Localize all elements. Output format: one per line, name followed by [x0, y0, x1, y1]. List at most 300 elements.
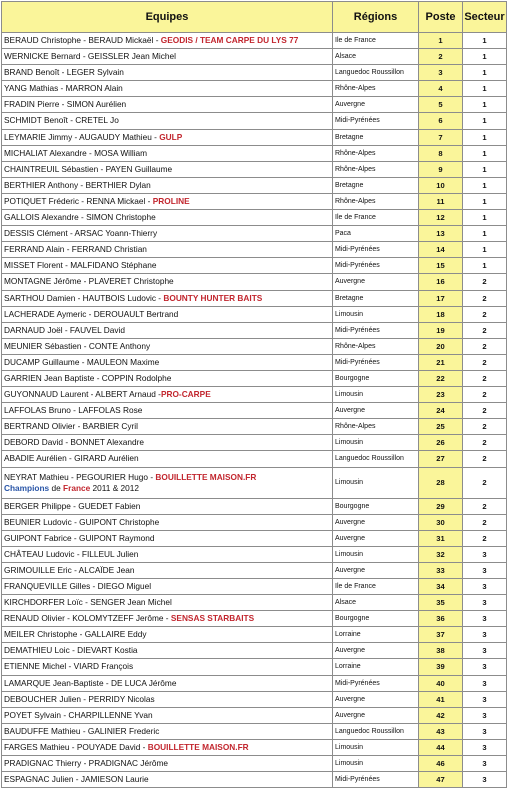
region-cell: Alsace	[333, 49, 419, 65]
team-cell	[2, 756, 333, 772]
team-sponsor: PRO-CARPE	[160, 389, 211, 400]
team-names: GRIMOUILLE Eric - ALCAÏDE Jean	[4, 564, 135, 575]
poste-cell: 13	[419, 226, 463, 242]
region-cell: Bourgogne	[333, 370, 419, 386]
team-names: FERRAND Alain - FERRAND Christian	[4, 244, 147, 255]
secteur-cell: 3	[463, 675, 507, 691]
header-poste: Poste	[419, 2, 463, 33]
secteur-cell: 3	[463, 546, 507, 562]
note-part: 2011 & 2012	[90, 482, 139, 493]
team-names: MISSET Florent - MALFIDANO Stéphane	[4, 260, 157, 271]
team-line	[4, 531, 332, 546]
team-line	[4, 33, 332, 48]
team-line	[4, 451, 332, 466]
region-cell: Lorraine	[333, 659, 419, 675]
table-row	[2, 562, 507, 578]
team-line	[4, 307, 332, 322]
team-names: LACHERADE Aymeric - DEROUAULT Bertrand	[4, 308, 179, 319]
team-names: BAUDUFFE Mathieu - GALINIER Frederic	[4, 725, 160, 736]
secteur-cell: 3	[463, 611, 507, 627]
team-cell	[2, 97, 333, 113]
table-row	[2, 723, 507, 739]
team-cell	[2, 290, 333, 306]
team-names: GARRIEN Jean Baptiste - COPPIN Rodolphe	[4, 372, 172, 383]
team-cell	[2, 498, 333, 514]
poste-cell: 21	[419, 354, 463, 370]
header-row	[2, 2, 507, 33]
team-cell	[2, 419, 333, 435]
team-names: POYET Sylvain - CHARPILLENNE Yvan	[4, 709, 153, 720]
team-line	[4, 274, 332, 289]
team-line	[4, 579, 332, 594]
secteur-cell: 3	[463, 562, 507, 578]
team-cell	[2, 739, 333, 755]
table-row	[2, 322, 507, 338]
table-row	[2, 193, 507, 209]
team-names: CHÂTEAU Ludovic - FILLEUL Julien	[4, 548, 139, 559]
team-names: MICHALIAT Alexandre - MOSA William	[4, 147, 148, 158]
poste-cell: 37	[419, 627, 463, 643]
secteur-cell: 2	[463, 467, 507, 498]
team-cell	[2, 338, 333, 354]
team-names: ESPAGNAC Julien - JAMIESON Laurie	[4, 774, 149, 785]
table-row	[2, 579, 507, 595]
team-line	[4, 515, 332, 530]
secteur-cell: 1	[463, 129, 507, 145]
region-cell: Rhône-Alpes	[333, 193, 419, 209]
table-row	[2, 546, 507, 562]
team-names: BRAND Benoît - LEGER Sylvain	[4, 67, 124, 78]
team-names: DUCAMP Guillaume - MAULEON Maxime	[4, 356, 160, 367]
team-line	[4, 355, 332, 370]
table-row	[2, 739, 507, 755]
team-line	[4, 162, 332, 177]
region-cell: Limousin	[333, 387, 419, 403]
poste-cell: 4	[419, 81, 463, 97]
secteur-cell: 2	[463, 435, 507, 451]
poste-cell: 3	[419, 65, 463, 81]
table-body	[2, 33, 507, 788]
secteur-cell: 3	[463, 756, 507, 772]
table-row	[2, 33, 507, 49]
region-cell: Auvergne	[333, 403, 419, 419]
team-names: LAMARQUE Jean-Baptiste - DE LUCA Jérôme	[4, 677, 177, 688]
poste-cell: 26	[419, 435, 463, 451]
team-line	[4, 130, 332, 145]
region-cell: Midi-Pyrénées	[333, 322, 419, 338]
table-row	[2, 226, 507, 242]
team-names: DEBOUCHER Julien - PERRIDY Nicolas	[4, 693, 155, 704]
team-line	[4, 49, 332, 64]
table-row	[2, 370, 507, 386]
region-cell: Midi-Pyrénées	[333, 772, 419, 788]
secteur-cell: 3	[463, 707, 507, 723]
secteur-cell: 2	[463, 306, 507, 322]
team-note	[4, 483, 332, 494]
secteur-cell: 2	[463, 322, 507, 338]
team-line	[4, 371, 332, 386]
region-cell: Midi-Pyrénées	[333, 113, 419, 129]
region-cell: Auvergne	[333, 274, 419, 290]
team-cell	[2, 530, 333, 546]
region-cell: Bourgogne	[333, 611, 419, 627]
team-names: PRADIGNAC Thierry - PRADIGNAC Jérôme	[4, 758, 168, 769]
secteur-cell: 2	[463, 514, 507, 530]
team-line	[4, 65, 332, 80]
team-line	[4, 97, 332, 112]
poste-cell: 14	[419, 242, 463, 258]
header-secteur: Secteur	[463, 2, 507, 33]
team-names: ETIENNE Michel - VIARD François	[4, 661, 134, 672]
team-names: DEMATHIEU Loic - DIEVART Kostia	[4, 645, 138, 656]
team-names: KIRCHDORFER Loïc - SENGER Jean Michel	[4, 597, 172, 608]
secteur-cell: 2	[463, 290, 507, 306]
table-row	[2, 403, 507, 419]
poste-cell: 32	[419, 546, 463, 562]
secteur-cell: 2	[463, 451, 507, 467]
secteur-cell: 2	[463, 354, 507, 370]
team-cell	[2, 514, 333, 530]
team-line	[4, 435, 332, 450]
region-cell: Midi-Pyrénées	[333, 675, 419, 691]
secteur-cell: 1	[463, 226, 507, 242]
poste-cell: 43	[419, 723, 463, 739]
team-sponsor: PROLINE	[152, 195, 190, 206]
poste-cell: 6	[419, 113, 463, 129]
table-row	[2, 707, 507, 723]
secteur-cell: 1	[463, 81, 507, 97]
region-cell: Languedoc Roussillon	[333, 723, 419, 739]
team-cell	[2, 242, 333, 258]
team-cell	[2, 49, 333, 65]
table-row	[2, 274, 507, 290]
poste-cell: 12	[419, 210, 463, 226]
secteur-cell: 1	[463, 49, 507, 65]
secteur-cell: 3	[463, 595, 507, 611]
team-line	[4, 419, 332, 434]
secteur-cell: 1	[463, 161, 507, 177]
region-cell: Rhône-Alpes	[333, 419, 419, 435]
secteur-cell: 2	[463, 498, 507, 514]
team-names: CHAINTREUIL Sébastien - PAYEN Guillaume	[4, 163, 173, 174]
team-cell	[2, 772, 333, 788]
region-cell: Alsace	[333, 595, 419, 611]
team-names: YANG Mathias - MARRON Alain	[4, 83, 123, 94]
table-row	[2, 611, 507, 627]
team-line	[4, 756, 332, 771]
secteur-cell: 1	[463, 33, 507, 49]
team-line	[4, 563, 332, 578]
table-row	[2, 49, 507, 65]
table-row	[2, 643, 507, 659]
team-names: LAFFOLAS Bruno - LAFFOLAS Rose	[4, 405, 143, 416]
secteur-cell: 2	[463, 338, 507, 354]
team-cell	[2, 129, 333, 145]
team-cell	[2, 562, 333, 578]
secteur-cell: 1	[463, 210, 507, 226]
team-cell	[2, 435, 333, 451]
poste-cell: 40	[419, 675, 463, 691]
secteur-cell: 1	[463, 65, 507, 81]
team-names: ABADIE Aurélien - GIRARD Aurélien	[4, 453, 139, 464]
poste-cell: 42	[419, 707, 463, 723]
region-cell: Rhône-Alpes	[333, 145, 419, 161]
region-cell: Rhône-Alpes	[333, 161, 419, 177]
team-names: SCHMIDT Benoît - CRETEL Jo	[4, 115, 119, 126]
table-row	[2, 81, 507, 97]
team-line	[4, 724, 332, 739]
team-line	[4, 499, 332, 514]
team-cell	[2, 595, 333, 611]
poste-cell: 28	[419, 467, 463, 498]
team-cell	[2, 451, 333, 467]
secteur-cell: 1	[463, 145, 507, 161]
team-line	[4, 226, 332, 241]
table-row	[2, 595, 507, 611]
team-cell	[2, 210, 333, 226]
teams-table	[1, 1, 507, 788]
table-row	[2, 97, 507, 113]
secteur-cell: 3	[463, 772, 507, 788]
team-cell	[2, 675, 333, 691]
team-names: SARTHOU Damien - HAUTBOIS Ludovic -	[4, 292, 164, 303]
team-line	[4, 692, 332, 707]
team-cell	[2, 322, 333, 338]
team-line	[4, 659, 332, 674]
team-sponsor: GEODIS / TEAM CARPE DU LYS 77	[160, 35, 299, 45]
team-cell	[2, 193, 333, 209]
table-row	[2, 419, 507, 435]
team-cell	[2, 370, 333, 386]
team-names: BERTHIER Anthony - BERTHIER Dylan	[4, 179, 151, 190]
region-cell: Auvergne	[333, 530, 419, 546]
secteur-cell: 3	[463, 643, 507, 659]
header-regions: Régions	[333, 2, 419, 33]
team-names: BERGER Philippe - GUEDET Fabien	[4, 500, 141, 511]
team-cell	[2, 691, 333, 707]
region-cell: Limousin	[333, 739, 419, 755]
region-cell: Limousin	[333, 546, 419, 562]
table-row	[2, 258, 507, 274]
team-names: GUYONNAUD Laurent - ALBERT Arnaud -	[4, 389, 161, 400]
poste-cell: 39	[419, 659, 463, 675]
poste-cell: 29	[419, 498, 463, 514]
secteur-cell: 3	[463, 739, 507, 755]
table-row	[2, 451, 507, 467]
region-cell: Bretagne	[333, 129, 419, 145]
region-cell: Auvergne	[333, 97, 419, 113]
table-row	[2, 177, 507, 193]
region-cell: Auvergne	[333, 691, 419, 707]
team-cell	[2, 627, 333, 643]
team-names: FRANQUEVILLE Gilles - DIEGO Miguel	[4, 581, 152, 591]
team-names: WERNICKE Bernard - GEISSLER Jean Michel	[4, 51, 176, 62]
poste-cell: 20	[419, 338, 463, 354]
header-equipes: Equipes	[2, 2, 333, 33]
region-cell: Limousin	[333, 467, 419, 498]
team-names: MONTAGNE Jérôme - PLAVERET Christophe	[4, 276, 174, 287]
table-row	[2, 290, 507, 306]
region-cell: Limousin	[333, 435, 419, 451]
team-cell	[2, 467, 333, 498]
note-part: de	[49, 482, 64, 493]
secteur-cell: 3	[463, 691, 507, 707]
region-cell: Limousin	[333, 756, 419, 772]
team-cell	[2, 723, 333, 739]
team-cell	[2, 274, 333, 290]
poste-cell: 27	[419, 451, 463, 467]
region-cell: Midi-Pyrénées	[333, 242, 419, 258]
secteur-cell: 2	[463, 419, 507, 435]
team-names: FRADIN Pierre - SIMON Aurélien	[4, 99, 127, 110]
secteur-cell: 1	[463, 177, 507, 193]
team-line	[4, 339, 332, 354]
team-sponsor: SENSAS STARBAITS	[170, 613, 255, 624]
table-row	[2, 306, 507, 322]
region-cell: Rhône-Alpes	[333, 338, 419, 354]
team-names: DARNAUD Joël - FAUVEL David	[4, 324, 125, 335]
team-cell	[2, 65, 333, 81]
team-cell	[2, 81, 333, 97]
team-line	[4, 387, 332, 402]
team-line	[4, 291, 332, 306]
region-cell: Paca	[333, 226, 419, 242]
region-cell: Rhône-Alpes	[333, 81, 419, 97]
team-line	[4, 146, 332, 161]
secteur-cell: 2	[463, 274, 507, 290]
team-names: DESSIS Clément - ARSAC Yoann-Thierry	[4, 228, 158, 239]
secteur-cell: 3	[463, 723, 507, 739]
team-names: GALLOIS Alexandre - SIMON Christophe	[4, 212, 156, 223]
team-sponsor: BOUILLETTE MAISON.FR	[155, 471, 257, 482]
team-sponsor: BOUILLETTE MAISON.FR	[147, 741, 249, 752]
table-row	[2, 435, 507, 451]
table-row	[2, 129, 507, 145]
table-row	[2, 145, 507, 161]
poste-cell: 10	[419, 177, 463, 193]
table-row	[2, 467, 507, 498]
table-row	[2, 354, 507, 370]
region-cell: Auvergne	[333, 514, 419, 530]
team-names: MEILER Christophe - GALLAIRE Eddy	[4, 629, 147, 640]
secteur-cell: 3	[463, 659, 507, 675]
poste-cell: 17	[419, 290, 463, 306]
region-cell: Lorraine	[333, 627, 419, 643]
team-cell	[2, 403, 333, 419]
secteur-cell: 2	[463, 403, 507, 419]
region-cell: Ile de France	[333, 579, 419, 595]
table-row	[2, 210, 507, 226]
poste-cell: 11	[419, 193, 463, 209]
team-cell	[2, 306, 333, 322]
team-line	[4, 242, 332, 257]
table-row	[2, 659, 507, 675]
team-line	[4, 708, 332, 723]
table-row	[2, 627, 507, 643]
table-row	[2, 530, 507, 546]
secteur-cell: 1	[463, 113, 507, 129]
poste-cell: 41	[419, 691, 463, 707]
poste-cell: 31	[419, 530, 463, 546]
region-cell: Bretagne	[333, 290, 419, 306]
table-row	[2, 498, 507, 514]
region-cell: Bretagne	[333, 177, 419, 193]
table-row	[2, 675, 507, 691]
region-cell: Auvergne	[333, 643, 419, 659]
region-cell: Languedoc Roussillon	[333, 65, 419, 81]
team-line	[4, 547, 332, 562]
poste-cell: 33	[419, 562, 463, 578]
poste-cell: 1	[419, 33, 463, 49]
poste-cell: 18	[419, 306, 463, 322]
poste-cell: 36	[419, 611, 463, 627]
table-row	[2, 772, 507, 788]
poste-cell: 16	[419, 274, 463, 290]
poste-cell: 38	[419, 643, 463, 659]
table-row	[2, 756, 507, 772]
team-line	[4, 113, 332, 128]
poste-cell: 7	[419, 129, 463, 145]
table-row	[2, 514, 507, 530]
poste-cell: 44	[419, 739, 463, 755]
team-cell	[2, 258, 333, 274]
team-names: GUIPONT Fabrice - GUIPONT Raymond	[4, 532, 155, 543]
team-line	[4, 772, 332, 787]
team-cell	[2, 145, 333, 161]
team-cell	[2, 161, 333, 177]
secteur-cell: 3	[463, 627, 507, 643]
team-line	[4, 611, 332, 626]
team-sponsor: GULP	[159, 131, 183, 142]
table-row	[2, 113, 507, 129]
team-cell	[2, 354, 333, 370]
poste-cell: 15	[419, 258, 463, 274]
secteur-cell: 1	[463, 242, 507, 258]
poste-cell: 5	[419, 97, 463, 113]
table-row	[2, 387, 507, 403]
team-line	[4, 403, 332, 418]
poste-cell: 19	[419, 322, 463, 338]
team-line	[4, 676, 332, 691]
secteur-cell: 1	[463, 97, 507, 113]
poste-cell: 23	[419, 387, 463, 403]
poste-cell: 30	[419, 514, 463, 530]
table-row	[2, 65, 507, 81]
team-line	[4, 643, 332, 658]
team-names: NEYRAT Mathieu - PEGOURIER Hugo -	[4, 471, 156, 482]
team-names: BERAUD Christophe - BERAUD Mickaël -	[4, 35, 161, 45]
team-line	[4, 627, 332, 642]
team-line	[4, 595, 332, 610]
secteur-cell: 2	[463, 387, 507, 403]
team-cell	[2, 546, 333, 562]
region-cell: Ile de France	[333, 210, 419, 226]
poste-cell: 24	[419, 403, 463, 419]
poste-cell: 22	[419, 370, 463, 386]
team-line	[4, 194, 332, 209]
team-line	[4, 178, 332, 193]
region-cell: Bourgogne	[333, 498, 419, 514]
team-line	[4, 81, 332, 96]
team-sponsor: BOUNTY HUNTER BAITS	[163, 292, 263, 303]
region-cell: Midi-Pyrénées	[333, 354, 419, 370]
team-names: RENAUD Olivier - KOLOMYTZEFF Jerôme -	[4, 613, 171, 624]
region-cell: Limousin	[333, 306, 419, 322]
region-cell: Midi-Pyrénées	[333, 258, 419, 274]
table-row	[2, 161, 507, 177]
team-names: FARGES Mathieu - POUYADE David -	[4, 741, 148, 752]
team-cell	[2, 611, 333, 627]
